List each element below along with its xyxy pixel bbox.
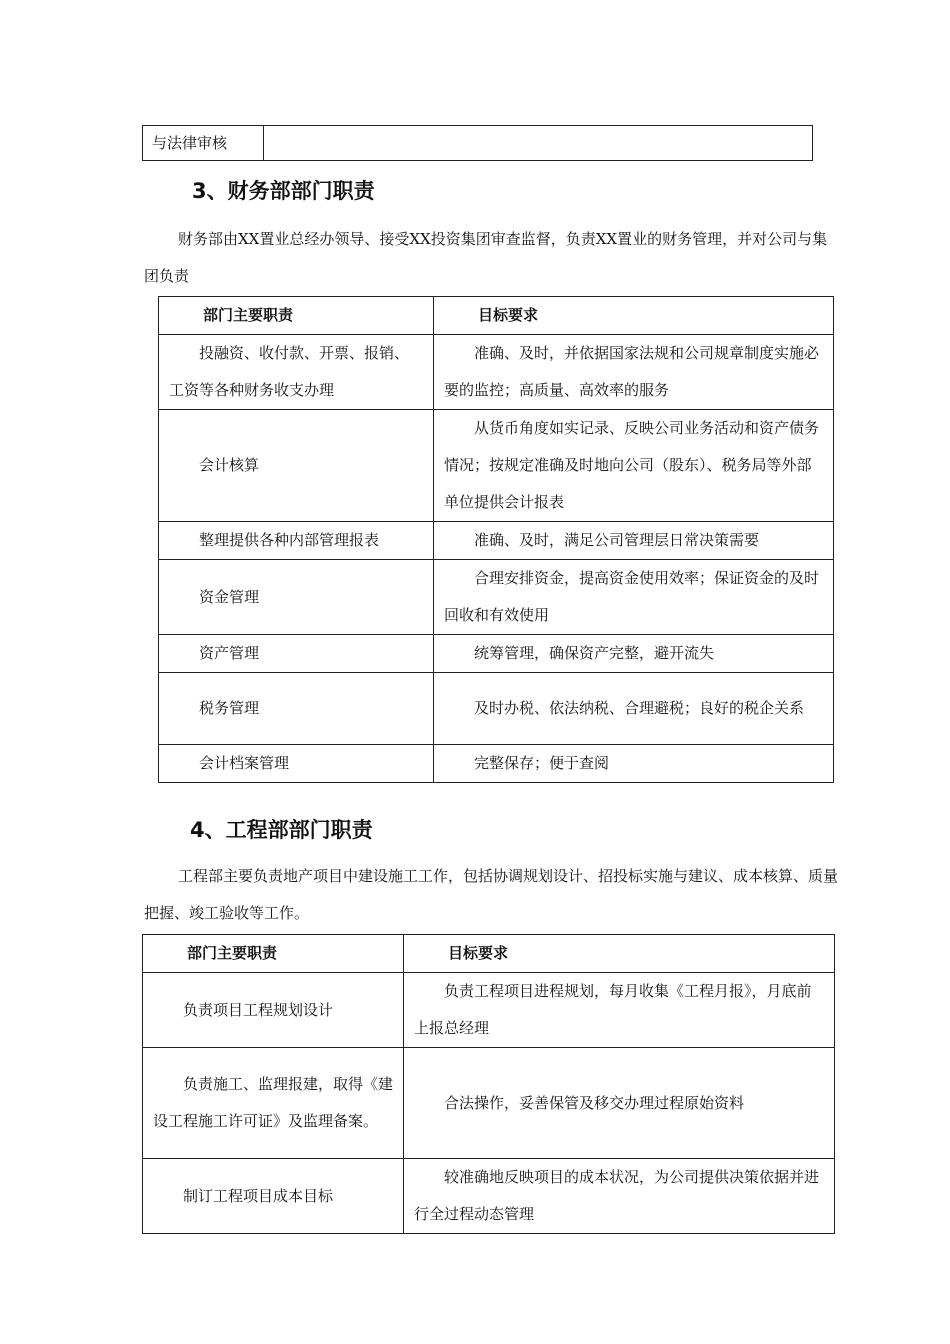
duty-cell: 负责项目工程规划设计: [143, 973, 404, 1048]
table-row: [159, 635, 834, 673]
goal-cell: 准确、及时，满足公司管理层日常决策需要: [434, 522, 834, 560]
duty-cell: 资金管理: [159, 560, 434, 635]
finance-table: [158, 296, 834, 783]
goal-cell: 准确、及时，并依据国家法规和公司规章制度实施必要的监控；高质量、高效率的服务: [434, 335, 834, 410]
table-header-row: [143, 935, 835, 973]
section3-intro: [144, 221, 834, 295]
duty-cell: 制订工程项目成本目标: [143, 1159, 404, 1234]
header-goal: 目标要求: [434, 297, 834, 335]
table-row: [143, 973, 835, 1048]
table-row: [159, 673, 834, 745]
goal-cell: 较准确地反映项目的成本状况，为公司提供决策依据并进行全过程动态管理: [404, 1159, 835, 1234]
duty-cell: 资产管理: [159, 635, 434, 673]
header-duty: 部门主要职责: [159, 297, 434, 335]
goal-cell: 合法操作，妥善保管及移交办理过程原始资料: [404, 1048, 835, 1159]
duty-cell: 负责施工、监理报建，取得《建设工程施工许可证》及监理备案。: [143, 1048, 404, 1159]
header-goal: 目标要求: [404, 935, 835, 973]
table-row: [159, 522, 834, 560]
goal-cell: 完整保存；便于查阅: [434, 745, 834, 783]
duty-cell: 会计档案管理: [159, 745, 434, 783]
table-row: [143, 1159, 835, 1234]
table-row: [159, 335, 834, 410]
duty-cell: 整理提供各种内部管理报表: [159, 522, 434, 560]
section4-intro: [144, 858, 844, 932]
section4-intro-text: 工程部主要负责地产项目中建设施工工作，包括协调规划设计、招投标实施与建议、成本核算、质量把握、竣工验收等工作。: [144, 867, 839, 922]
goal-cell: 合理安排资金，提高资金使用效率；保证资金的及时回收和有效使用: [434, 560, 834, 635]
header-duty: 部门主要职责: [143, 935, 404, 973]
table-row: [143, 1048, 835, 1159]
section3-intro-text: 财务部由XX置业总经办领导、接受XX投资集团审查监督，负责XX置业的财务管理，并对公司与集团负责: [144, 230, 828, 285]
goal-cell: 统筹管理，确保资产完整，避开流失: [434, 635, 834, 673]
duty-cell: 投融资、收付款、开票、报销、工资等各种财务收支办理: [159, 335, 434, 410]
table-row: [159, 745, 834, 783]
goal-cell: 从货币角度如实记录、反映公司业务活动和资产债务情况；按规定准确及时地向公司（股东）、税务局等外部单位提供会计报表: [434, 410, 834, 522]
top-table: [142, 125, 813, 161]
duty-cell: 税务管理: [159, 673, 434, 745]
top-table-cell-right: [264, 126, 813, 161]
goal-cell: 及时办税、依法纳税、合理避税；良好的税企关系: [434, 673, 834, 745]
duty-cell: 会计核算: [159, 410, 434, 522]
engineering-table: [142, 934, 835, 1234]
table-header-row: [159, 297, 834, 335]
section4-heading: 4、工程部部门职责: [190, 818, 373, 842]
section3-heading: 3、财务部部门职责: [192, 179, 375, 203]
top-table-cell-left: 与法律审核: [143, 126, 264, 161]
table-row: [159, 410, 834, 522]
table-row: [159, 560, 834, 635]
goal-cell: 负责工程项目进程规划，每月收集《工程月报》，月底前上报总经理: [404, 973, 835, 1048]
